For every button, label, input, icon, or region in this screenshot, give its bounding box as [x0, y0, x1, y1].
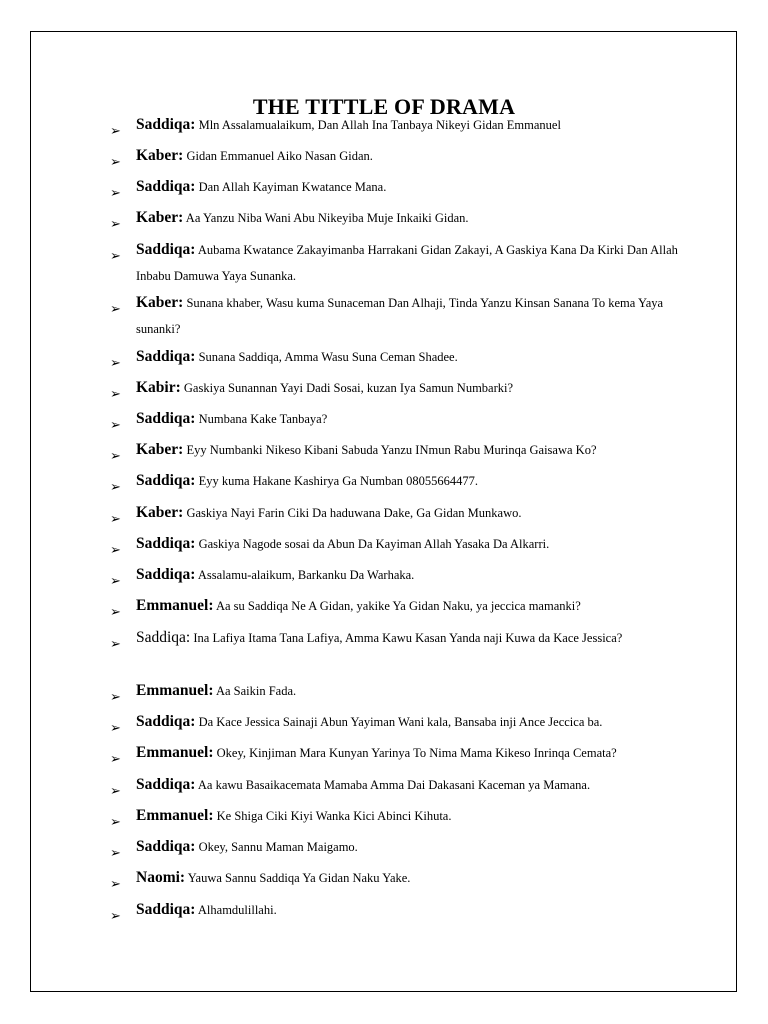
arrow-bullet-icon: ➢: [110, 355, 121, 370]
dialogue-text: Gaskiya Nayi Farin Ciki Da haduwana Dake, Ga Gidan Munkawo.: [186, 506, 522, 520]
dialogue-text: Ina Lafiya Itama Tana Lafiya, Amma Kawu Kasan Yanda naji Kuwa da Kace Jessica?: [193, 631, 623, 645]
dialogue-text: Aa Yanzu Niba Wani Abu Nikeyiba Muje Inkaiki Gidan.: [185, 211, 469, 225]
dialogue-text: Eyy Numbanki Nikeso Kibani Sabuda Yanzu INmun Rabu Murinqa Gaisawa Ko?: [186, 443, 597, 457]
speaker-name: Emmanuel:: [136, 744, 214, 761]
speaker-name: Saddiqa:: [136, 241, 196, 258]
speaker-name: Saddiqa:: [136, 566, 196, 583]
speaker-name: Emmanuel:: [136, 682, 214, 699]
speaker-name: Emmanuel:: [136, 597, 214, 614]
speaker-name: Saddiqa:: [136, 629, 191, 646]
arrow-bullet-icon: ➢: [110, 573, 121, 588]
speaker-name: Naomi:: [136, 869, 186, 886]
speaker-name: Saddiqa:: [136, 838, 196, 855]
dialogue-text: Sunana khaber, Wasu kuma Sunaceman Dan Alhaji, Tinda Yanzu Kinsan Sanana To kema Yaya sunanki?: [136, 296, 664, 336]
arrow-bullet-icon: ➢: [110, 604, 121, 619]
arrow-bullet-icon: ➢: [110, 720, 121, 735]
dialogue-text: Okey, Kinjiman Mara Kunyan Yarinya To Nima Mama Kikeso Inrinqa Cemata?: [216, 746, 617, 760]
speaker-name: Kaber:: [136, 294, 184, 311]
arrow-bullet-icon: ➢: [110, 845, 121, 860]
arrow-bullet-icon: ➢: [110, 636, 121, 651]
arrow-bullet-icon: ➢: [110, 301, 121, 316]
speaker-name: Saddiqa:: [136, 776, 196, 793]
arrow-bullet-icon: ➢: [110, 783, 121, 798]
dialogue-text: Mln Assalamualaikum, Dan Allah Ina Tanbaya Nikeyi Gidan Emmanuel: [198, 118, 561, 132]
dialogue-text: Gaskiya Nagode sosai da Abun Da Kayiman Allah Yasaka Da Alkarri.: [198, 537, 550, 551]
dialogue-text: Da Kace Jessica Sainaji Abun Yayiman Wani kala, Bansaba inji Ance Jeccica ba.: [198, 715, 603, 729]
arrow-bullet-icon: ➢: [110, 814, 121, 829]
speaker-name: Kaber:: [136, 209, 184, 226]
arrow-bullet-icon: ➢: [110, 448, 121, 463]
arrow-bullet-icon: ➢: [110, 123, 121, 138]
speaker-name: Saddiqa:: [136, 116, 196, 133]
dialogue-text: Alhamdulillahi.: [197, 903, 277, 917]
dialogue-text: Aa Saikin Fada.: [215, 684, 297, 698]
arrow-bullet-icon: ➢: [110, 216, 121, 231]
speaker-name: Saddiqa:: [136, 901, 196, 918]
arrow-bullet-icon: ➢: [110, 908, 121, 923]
speaker-name: Kaber:: [136, 441, 184, 458]
arrow-bullet-icon: ➢: [110, 248, 121, 263]
dialogue-text: Aa kawu Basaikacemata Mamaba Amma Dai Dakasani Kaceman ya Mamana.: [197, 778, 591, 792]
dialogue-text: Ke Shiga Ciki Kiyi Wanka Kici Abinci Kihuta.: [216, 809, 452, 823]
arrow-bullet-icon: ➢: [110, 542, 121, 557]
speaker-name: Saddiqa:: [136, 410, 196, 427]
dialogue-text: Yauwa Sannu Saddiqa Ya Gidan Naku Yake.: [187, 871, 411, 885]
dialogue-text: Numbana Kake Tanbaya?: [198, 412, 328, 426]
dialogue-text: Aa su Saddiqa Ne A Gidan, yakike Ya Gidan Naku, ya jeccica mamanki?: [215, 599, 581, 613]
arrow-bullet-icon: ➢: [110, 417, 121, 432]
speaker-name: Saddiqa:: [136, 472, 196, 489]
drama-title: THE TITTLE OF DRAMA: [252, 94, 516, 119]
dialogue-text: Aubama Kwatance Zakayimanba Harrakani Gidan Zakayi, A Gaskiya Kana Da Kirki Dan Allah Inbabu Damuwa Yaya Sunanka.: [136, 243, 678, 283]
dialogue-text: Dan Allah Kayiman Kwatance Mana.: [198, 180, 387, 194]
dialogue-text: Okey, Sannu Maman Maigamo.: [198, 840, 358, 854]
arrow-bullet-icon: ➢: [110, 876, 121, 891]
speaker-name: Saddiqa:: [136, 535, 196, 552]
speaker-name: Emmanuel:: [136, 807, 214, 824]
arrow-bullet-icon: ➢: [110, 751, 121, 766]
arrow-bullet-icon: ➢: [110, 479, 121, 494]
dialogue-text: Gidan Emmanuel Aiko Nasan Gidan.: [186, 149, 373, 163]
arrow-bullet-icon: ➢: [110, 185, 121, 200]
speaker-name: Saddiqa:: [136, 713, 196, 730]
dialogue-text: Sunana Saddiqa, Amma Wasu Suna Ceman Shadee.: [198, 350, 458, 364]
speaker-name: Saddiqa:: [136, 178, 196, 195]
speaker-name: Kaber:: [136, 147, 184, 164]
dialogue-text: Eyy kuma Hakane Kashirya Ga Numban 08055664477.: [198, 474, 479, 488]
dialogue-text: Assalamu-alaikum, Barkanku Da Warhaka.: [197, 568, 415, 582]
dialogue-text: Gaskiya Sunannan Yayi Dadi Sosai, kuzan Iya Samun Numbarki?: [183, 381, 514, 395]
arrow-bullet-icon: ➢: [110, 154, 121, 169]
arrow-bullet-icon: ➢: [110, 386, 121, 401]
speaker-name: Kaber:: [136, 504, 184, 521]
speaker-name: Saddiqa:: [136, 348, 196, 365]
speaker-name: Kabir:: [136, 379, 181, 396]
arrow-bullet-icon: ➢: [110, 511, 121, 526]
arrow-bullet-icon: ➢: [110, 689, 121, 704]
